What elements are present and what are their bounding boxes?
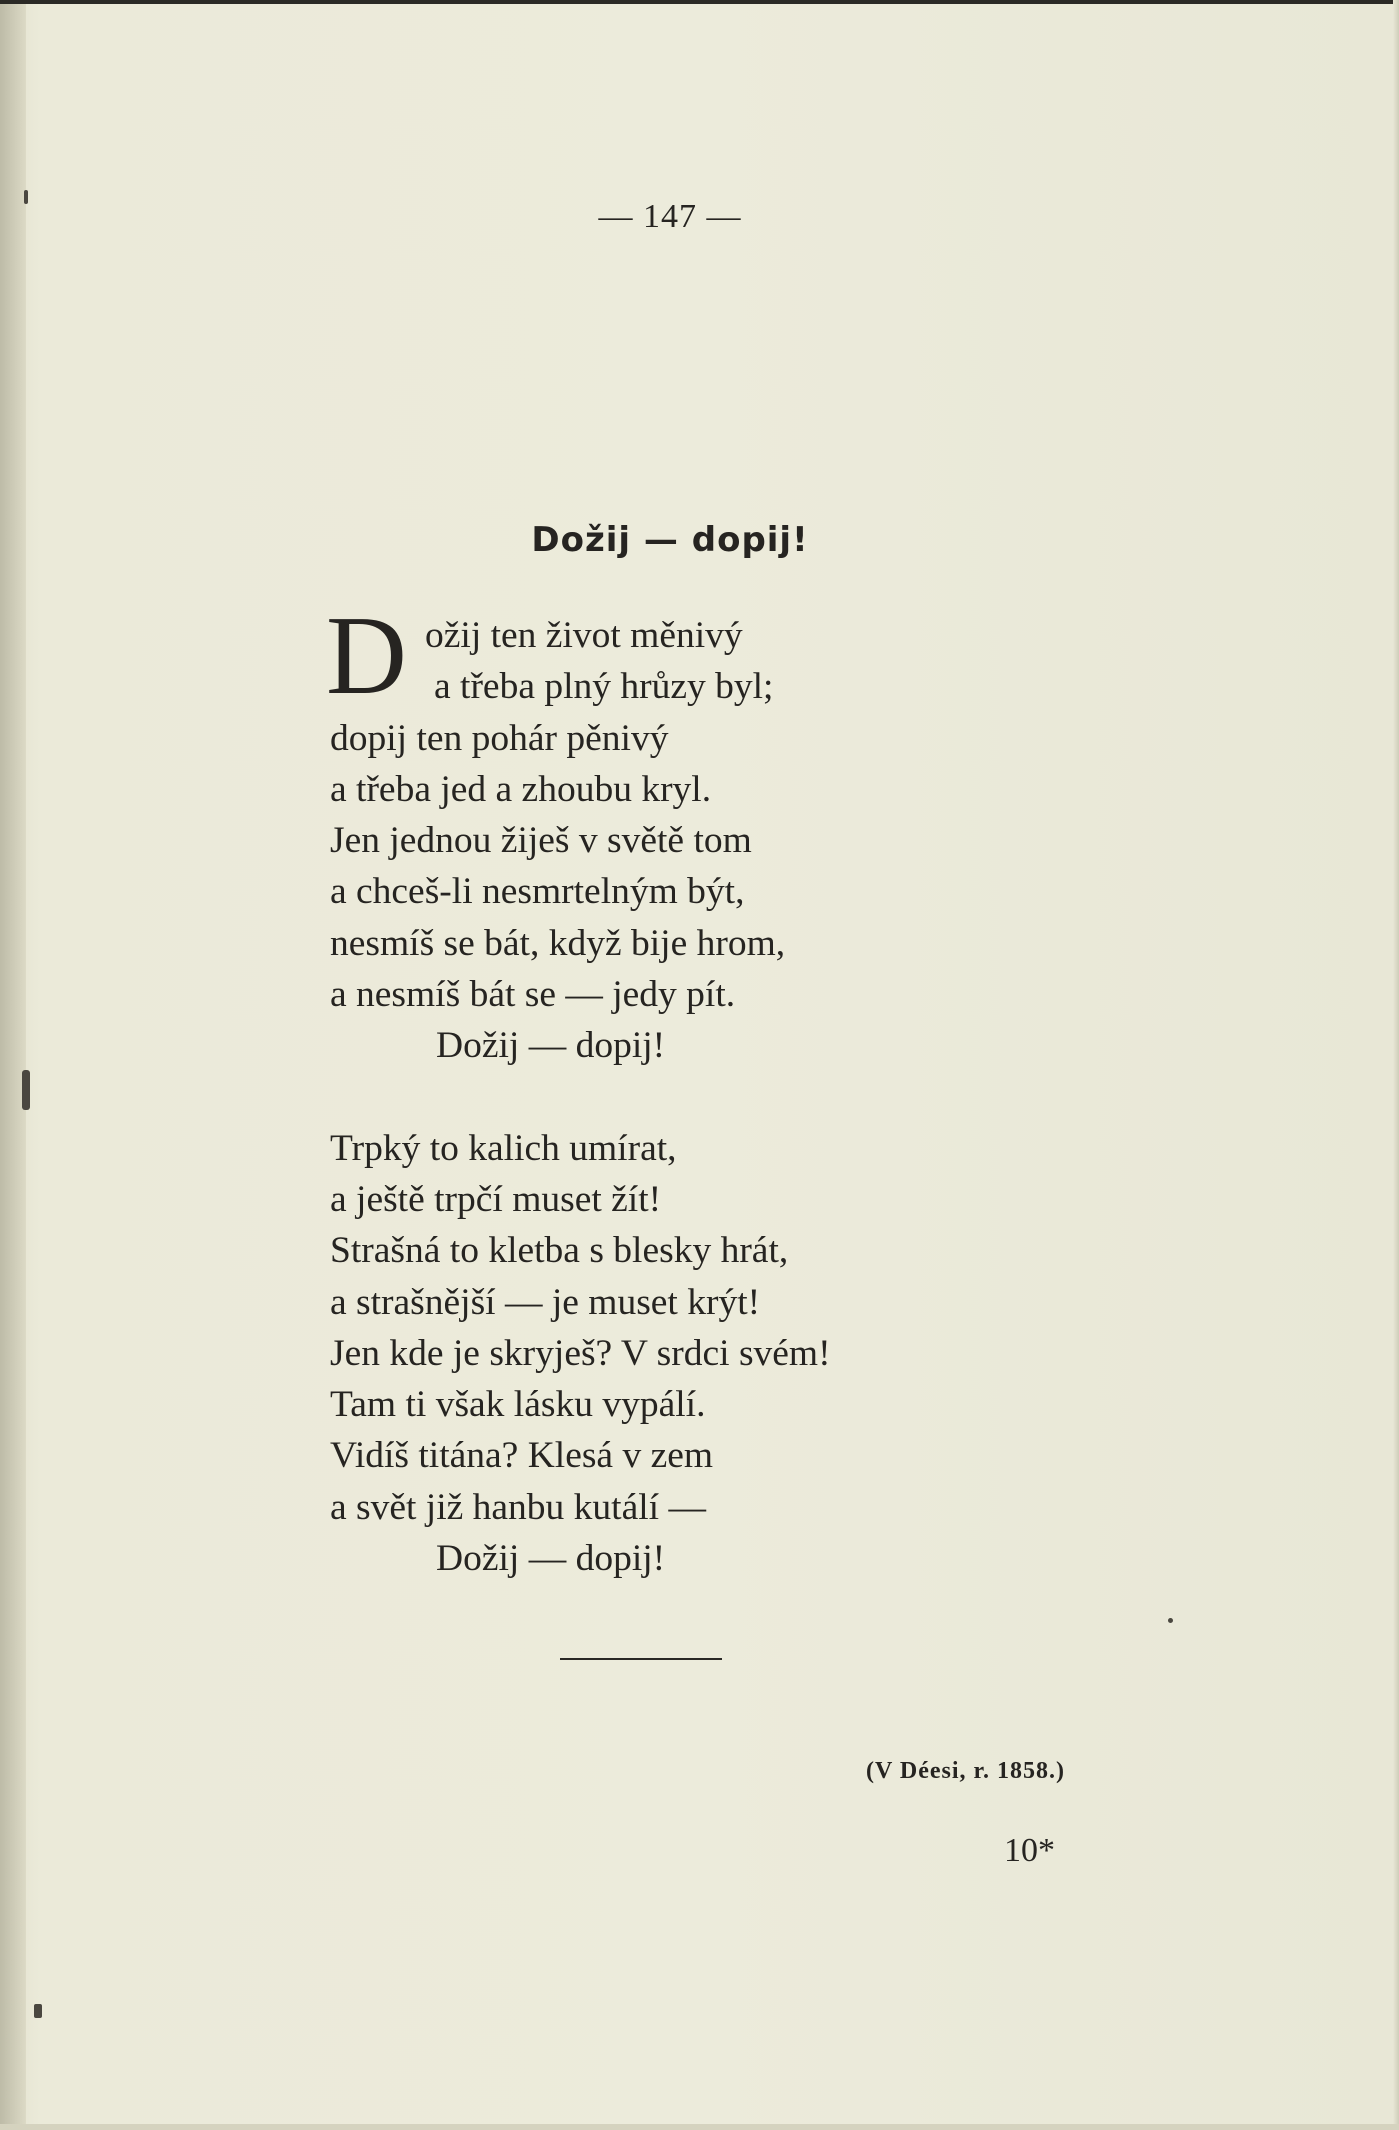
poem-body [330,610,1330,1584]
page-number: — 147 — [598,198,742,235]
scan-speck [22,1070,30,1110]
scan-bottom-edge [0,2124,1399,2130]
poem-line: a chceš-li nesmrtelným být, [330,871,745,913]
poem-line: a strašnější — je muset krýt! [330,1281,761,1323]
poem-line: a ještě trpčí muset žít! [330,1178,662,1220]
stanza-1 [330,610,1330,1072]
poem-line: Jen kde je skryješ? V srdci svém! [330,1332,831,1374]
poem-line: a třeba jed a zhoubu kryl. [330,768,712,810]
scan-speck [24,190,28,204]
poem-refrain: Dožij — dopij! [436,1538,666,1580]
drop-cap: D [326,594,407,718]
scan-speck [34,2004,42,2018]
poem-line: Tam ti však lásku vypálí. [330,1384,706,1426]
scan-speck [1168,1618,1173,1623]
poem-line: a třeba plný hrůzy byl; [434,666,774,708]
end-rule [560,1658,722,1660]
signature-mark: 10* [1004,1832,1055,1869]
poem-line: Trpký to kalich umírat, [330,1127,677,1169]
poem-line: Vidíš titána? Klesá v zem [330,1435,714,1477]
poem-line: nesmíš se bát, když bije hrom, [330,922,786,964]
stanza-2 [330,1123,1330,1585]
source-note: (V Déesi, r. 1858.) [866,1758,1065,1784]
poem-refrain: Dožij — dopij! [436,1025,666,1067]
scan-top-edge [0,0,1399,4]
poem-line: ožij ten život měnivý [425,615,743,656]
scan-right-edge [1393,0,1399,2130]
poem-title: Dožij — dopij! [531,520,809,560]
page-gutter [0,0,26,2130]
poem-line: a svět již hanbu kutálí — [330,1486,706,1528]
poem-line: Jen jednou žiješ v světě tom [330,820,752,862]
poem-line: a nesmíš bát se — jedy pít. [330,974,736,1016]
poem-line: Strašná to kletba s blesky hrát, [330,1230,789,1272]
poem-line: dopij ten pohár pěnivý [330,717,669,759]
